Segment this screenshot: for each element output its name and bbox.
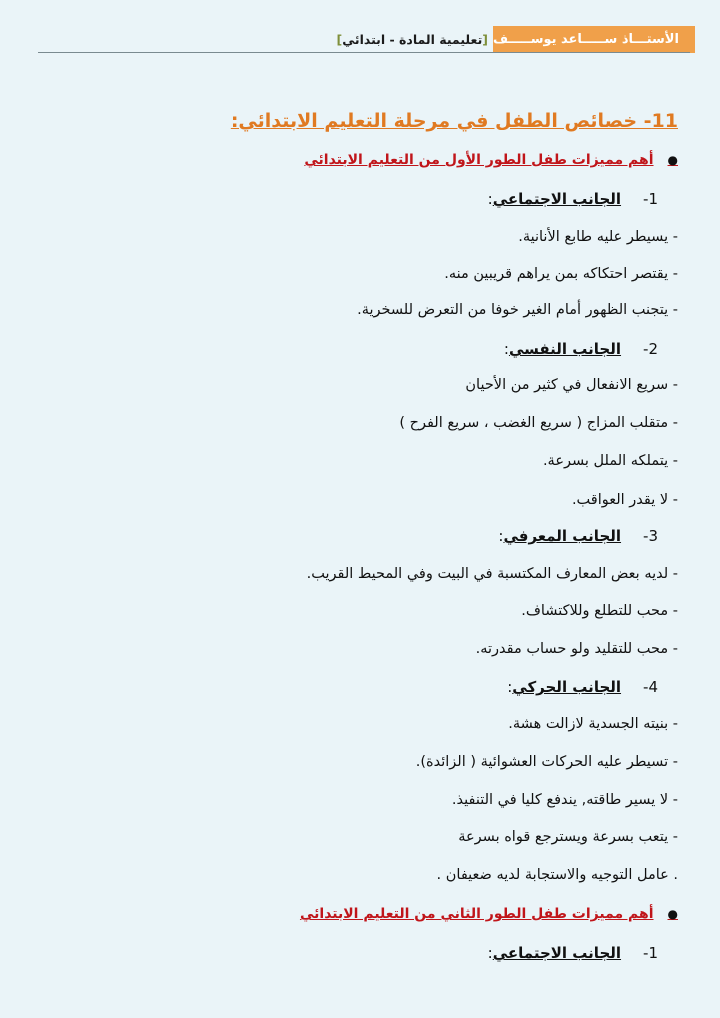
- header-teacher-name: الأستـــاذ ســـــاعد يوســـــف: [493, 32, 679, 47]
- page-title: 11- خصائص الطفل في مرحلة التعليم الابتدائي:: [230, 110, 678, 132]
- aspect-colon: :: [487, 190, 493, 208]
- aspect-number: 3-: [643, 527, 658, 545]
- aspect-heading-social-2: [488, 944, 658, 962]
- list-item: - بنيته الجسدية لازالت هشة.: [508, 716, 678, 732]
- list-item: - يتملكه الملل بسرعة.: [542, 453, 678, 469]
- section-heading-2: [300, 906, 678, 922]
- aspect-heading-psychological: [504, 340, 658, 358]
- aspect-heading-cognitive: [498, 527, 658, 545]
- aspect-name: الجانب الاجتماعي: [492, 944, 622, 962]
- aspect-colon: :: [503, 340, 509, 358]
- list-item: . عامل التوجيه والاستجابة لديه ضعيفان .: [436, 867, 678, 883]
- list-item: - محب للتقليد ولو حساب مقدرته.: [475, 641, 678, 657]
- aspect-name: الجانب النفسي: [508, 340, 622, 358]
- aspect-number: 2-: [643, 340, 658, 358]
- section-heading-text: أهم مميزات طفل الطور الثاني من التعليم الابتدائي: [299, 906, 654, 922]
- header-subject-bracket-open: [: [482, 32, 488, 47]
- bullet-icon: ●: [667, 153, 678, 167]
- header-divider: [38, 52, 690, 53]
- aspect-number: 1-: [643, 190, 658, 208]
- header-subject-text: تعليمية المادة - ابتدائي: [342, 32, 483, 47]
- aspect-number: 1-: [643, 944, 658, 962]
- list-item: - يسيطر عليه طابع الأنانية.: [518, 229, 678, 245]
- aspect-heading-social: [488, 190, 658, 208]
- header-subject-bracket-close: ]: [336, 32, 343, 47]
- list-item: - لا يقدر العواقب.: [571, 492, 678, 508]
- list-item: - سريع الانفعال في كثير من الأحيان: [465, 377, 678, 393]
- section-heading-text: أهم مميزات طفل الطور الأول من التعليم الابتدائي: [304, 152, 654, 168]
- list-item: - لديه بعض المعارف المكتسبة في البيت وفي المحيط القريب.: [306, 566, 678, 582]
- aspect-number: 4-: [643, 678, 658, 696]
- aspect-colon: :: [507, 678, 513, 696]
- aspect-name: الجانب الحركي: [512, 678, 622, 696]
- list-item: - لا يسير طاقته, يندفع كليا في التنفيذ.: [451, 792, 678, 808]
- list-item: - يتجنب الظهور أمام الغير خوفا من التعرض للسخرية.: [357, 302, 678, 318]
- bullet-icon: ●: [667, 907, 678, 921]
- list-item: - محب للتطلع وللاكتشاف.: [521, 603, 678, 619]
- section-heading-1: [304, 152, 678, 168]
- aspect-colon: :: [487, 944, 493, 962]
- list-item: - تسيطر عليه الحركات العشوائية ( الزائدة).: [415, 754, 678, 770]
- aspect-name: الجانب المعرفي: [503, 527, 622, 545]
- aspect-colon: :: [498, 527, 504, 545]
- aspect-heading-motor: [507, 678, 658, 696]
- list-item: - يقتصر احتكاكه بمن يراهم قريبين منه.: [444, 266, 678, 282]
- list-item: - متقلب المزاج ( سريع الغضب ، سريع الفرح ): [399, 415, 678, 431]
- list-item: - يتعب بسرعة ويسترجع قواه بسرعة: [458, 829, 678, 845]
- aspect-name: الجانب الاجتماعي: [492, 190, 622, 208]
- header-subject: [336, 32, 488, 47]
- header-teacher-box: [493, 26, 695, 53]
